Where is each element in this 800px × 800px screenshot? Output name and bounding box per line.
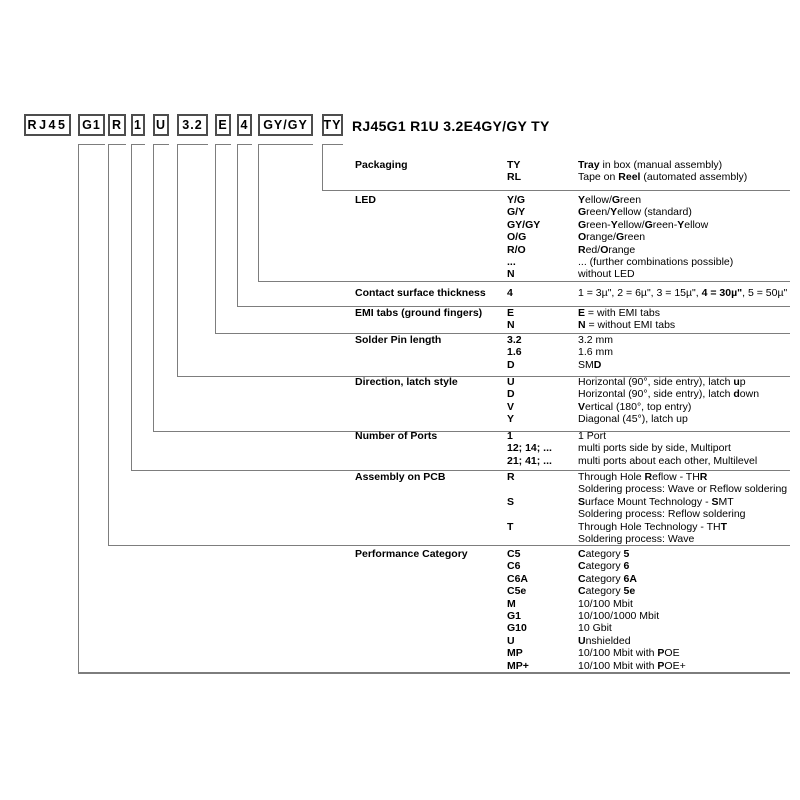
desc-segment: Soldering process: Wave (578, 533, 695, 545)
desc-segment: R (578, 243, 586, 256)
connector-line-performance-category (78, 144, 79, 672)
desc-segment: ellow (standard) (617, 206, 692, 219)
desc-segment: 6 (623, 560, 630, 573)
desc-segment: range (608, 243, 636, 256)
code-cell-assembly-on-pcb: T (507, 520, 514, 533)
desc-segment: N (578, 319, 586, 332)
desc-cell-performance-category (578, 622, 612, 634)
code-cell-direction-latch-style: V (507, 400, 515, 413)
desc-segment: 5e (623, 585, 636, 598)
desc-cell-performance-category (578, 560, 629, 572)
desc-segment: = without EMI tabs (585, 319, 676, 332)
separator-line-direction-latch-style (153, 431, 790, 432)
part-code-box-u: U (153, 114, 169, 136)
desc-segment: Through Hole (578, 471, 645, 483)
desc-segment: eflow - TH (652, 471, 700, 483)
connector-line-emi-tabs (215, 144, 216, 333)
desc-segment: Diagonal (45°), latch up (578, 413, 688, 426)
part-code-box-g1: G1 (78, 114, 105, 136)
desc-segment: Y (610, 206, 618, 219)
code-cell-led: GY/GY (507, 218, 541, 231)
part-code-box-ty: TY (322, 114, 343, 136)
desc-segment: O (578, 231, 587, 244)
code-cell-packaging: TY (507, 159, 521, 171)
separator-line-led (258, 281, 790, 282)
code-cell-led: G/Y (507, 206, 526, 219)
section-label-led: LED (355, 194, 376, 206)
code-cell-performance-category: MP (507, 647, 523, 660)
desc-cell-contact-surface-thickness (578, 287, 787, 299)
code-cell-solder-pin-length: 1.6 (507, 346, 522, 359)
desc-segment: Y (578, 194, 586, 206)
desc-segment: 10 Gbit (578, 622, 612, 635)
desc-cell-led (578, 231, 645, 243)
desc-segment: ... (further combinations possible) (578, 256, 734, 268)
desc-segment: G (644, 218, 653, 231)
code-cell-performance-category: U (507, 634, 515, 647)
desc-segment: 3.2 mm (578, 334, 614, 346)
desc-segment: S (711, 495, 719, 508)
section-label-contact-surface-thickness: Contact surface thickness (355, 287, 486, 299)
desc-cell-performance-category (578, 635, 631, 647)
desc-cell-performance-category (578, 647, 680, 659)
desc-segment: O (600, 243, 609, 256)
desc-segment: ellow (684, 218, 709, 231)
desc-cell-emi-tabs (578, 319, 675, 331)
desc-cell-number-of-ports (578, 430, 606, 442)
code-cell-performance-category: G1 (507, 610, 522, 622)
section-label-number-of-ports: Number of Ports (355, 430, 438, 442)
part-code-box-e: E (215, 114, 231, 136)
desc-cell-led (578, 256, 733, 268)
desc-segment: C (578, 560, 586, 573)
code-cell-number-of-ports: 21; 41; ... (507, 454, 552, 467)
desc-segment: d (733, 388, 740, 401)
desc-segment: (automated assembly) (640, 171, 748, 184)
desc-segment: Horizontal (90°, side entry), latch (578, 388, 734, 401)
desc-segment: Reel (618, 171, 641, 184)
code-cell-number-of-ports: 1 (507, 430, 513, 442)
separator-line-performance-category (78, 672, 790, 674)
desc-segment: G (611, 194, 621, 206)
desc-segment: Tray (578, 159, 600, 171)
desc-segment: Tape on (578, 171, 619, 184)
desc-cell-led (578, 268, 635, 280)
desc-segment: S (578, 495, 586, 508)
bracket-line-number-of-ports (131, 144, 145, 145)
code-cell-solder-pin-length: D (507, 358, 515, 371)
desc-segment: 10/100/1000 Mbit (578, 610, 660, 622)
desc-segment: ellow/ (617, 218, 645, 231)
desc-segment: 6A (623, 572, 637, 585)
desc-segment: reen (620, 194, 642, 206)
separator-line-packaging (322, 190, 790, 191)
desc-segment: reen- (586, 218, 611, 231)
desc-segment: E (578, 307, 586, 319)
desc-cell-led (578, 194, 641, 206)
desc-segment: D (593, 358, 602, 371)
desc-cell-performance-category (578, 585, 635, 597)
desc-segment: nshielded (585, 634, 631, 647)
full-part-number: RJ45G1 R1U 3.2E4GY/GY TY (352, 118, 550, 134)
desc-cell-solder-pin-length (578, 359, 601, 371)
code-cell-direction-latch-style: U (507, 376, 515, 388)
bracket-line-packaging (322, 144, 343, 145)
code-cell-led: Y/G (507, 194, 526, 206)
code-cell-direction-latch-style: D (507, 388, 515, 401)
desc-segment: ategory (585, 572, 624, 585)
code-cell-performance-category: MP+ (507, 659, 529, 672)
bracket-line-assembly-on-pcb (108, 144, 126, 145)
desc-segment: 4 = 30µ" (701, 287, 743, 299)
desc-segment: 1 = 3µ", 2 = 6µ", 3 = 15µ", (578, 287, 702, 299)
bracket-line-contact-surface-thickness (237, 144, 252, 145)
section-label-packaging: Packaging (355, 159, 408, 171)
connector-line-packaging (322, 144, 323, 190)
desc-segment: p (739, 376, 746, 388)
desc-cell-solder-pin-length (578, 334, 613, 346)
desc-segment: V (578, 400, 586, 413)
code-cell-performance-category: C6 (507, 560, 521, 573)
desc-segment: 10/100 Mbit (578, 597, 633, 610)
desc-segment: ellow/ (585, 194, 612, 206)
desc-segment: OE+ (664, 659, 686, 672)
desc-segment: Y (677, 218, 685, 231)
connector-line-solder-pin-length (177, 144, 178, 376)
desc-segment: G (578, 206, 587, 219)
desc-segment: T (720, 520, 728, 533)
section-label-direction-latch-style: Direction, latch style (355, 376, 458, 388)
bracket-line-emi-tabs (215, 144, 231, 145)
code-cell-solder-pin-length: 3.2 (507, 334, 522, 346)
desc-segment: 1.6 mm (578, 346, 614, 359)
code-cell-assembly-on-pcb: R (507, 471, 515, 483)
code-cell-direction-latch-style: Y (507, 413, 515, 426)
connector-line-contact-surface-thickness (237, 144, 238, 306)
code-cell-performance-category: C5 (507, 548, 521, 560)
desc-cell-assembly-on-pcb (578, 483, 787, 495)
section-label-assembly-on-pcb: Assembly on PCB (355, 471, 446, 483)
section-label-solder-pin-length: Solder Pin length (355, 334, 442, 346)
code-cell-number-of-ports: 12; 14; ... (507, 442, 552, 455)
bracket-line-led (258, 144, 313, 145)
bracket-line-direction-latch-style (153, 144, 169, 145)
desc-segment: 1 Port (578, 430, 607, 442)
desc-segment: C (578, 585, 586, 598)
desc-segment: P (657, 659, 665, 672)
part-code-box-r: R (108, 114, 126, 136)
desc-segment: U (578, 634, 586, 647)
code-cell-performance-category: C6A (507, 572, 529, 585)
desc-segment: MT (718, 495, 734, 508)
part-code-box-3-2: 3.2 (177, 114, 208, 136)
desc-segment: ategory (585, 548, 624, 560)
desc-cell-assembly-on-pcb (578, 471, 707, 483)
desc-cell-performance-category (578, 660, 686, 672)
part-code-box-rj45: RJ45 (24, 114, 71, 136)
bracket-line-performance-category (78, 144, 105, 145)
desc-segment: u (733, 376, 740, 388)
code-cell-performance-category: M (507, 597, 516, 610)
desc-segment: 10/100 Mbit with (578, 647, 658, 660)
desc-segment: own (739, 388, 760, 401)
part-code-box-4: 4 (237, 114, 252, 136)
desc-cell-direction-latch-style (578, 376, 746, 388)
desc-cell-number-of-ports (578, 442, 731, 454)
connector-line-direction-latch-style (153, 144, 154, 431)
bracket-line-solder-pin-length (177, 144, 208, 145)
desc-cell-performance-category (578, 610, 659, 622)
desc-cell-led (578, 206, 692, 218)
desc-cell-direction-latch-style (578, 388, 759, 400)
desc-segment: 10/100 Mbit with (578, 659, 658, 672)
desc-segment: G (615, 231, 625, 244)
desc-segment: without LED (578, 268, 635, 281)
desc-segment: C (578, 572, 586, 585)
desc-segment: range/ (586, 231, 616, 244)
desc-segment: in box (manual assembly) (599, 159, 723, 171)
desc-segment: reen (624, 231, 646, 244)
desc-cell-emi-tabs (578, 307, 660, 319)
desc-segment: Soldering process: Reflow soldering (578, 508, 746, 521)
desc-segment: = with EMI tabs (585, 307, 661, 319)
desc-segment: C (578, 548, 586, 560)
code-cell-led: N (507, 268, 515, 281)
desc-cell-packaging (578, 159, 722, 171)
desc-segment: Horizontal (90°, side entry), latch (578, 376, 734, 388)
code-cell-led: ... (507, 256, 516, 268)
code-cell-led: R/O (507, 243, 526, 256)
desc-segment: 5 (623, 548, 630, 560)
desc-segment: R (644, 471, 653, 483)
desc-cell-performance-category (578, 573, 637, 585)
connector-line-led (258, 144, 259, 281)
desc-segment: ategory (585, 560, 624, 573)
code-cell-emi-tabs: N (507, 319, 515, 332)
connector-line-number-of-ports (131, 144, 132, 470)
desc-cell-packaging (578, 171, 747, 183)
desc-segment: ertical (180°, top entry) (585, 400, 692, 413)
code-cell-performance-category: C5e (507, 585, 527, 598)
code-cell-led: O/G (507, 231, 527, 244)
desc-cell-assembly-on-pcb (578, 508, 746, 520)
section-label-performance-category: Performance Category (355, 548, 468, 560)
desc-cell-assembly-on-pcb (578, 533, 694, 545)
desc-cell-performance-category (578, 548, 629, 560)
desc-segment: R (699, 471, 708, 483)
desc-segment: reen- (652, 218, 678, 231)
desc-segment: ategory (585, 585, 624, 598)
desc-segment: SM (578, 358, 594, 371)
desc-segment: Y (610, 218, 618, 231)
desc-segment: ed/ (585, 243, 601, 256)
desc-segment: reen/ (586, 206, 611, 219)
connector-line-assembly-on-pcb (108, 144, 109, 545)
desc-segment: multi ports about each other, Multilevel (578, 454, 758, 467)
desc-cell-direction-latch-style (578, 413, 688, 425)
desc-segment: Soldering process: Wave or Reflow soldering (578, 483, 788, 496)
part-code-box-gy-gy: GY/GY (258, 114, 313, 136)
desc-segment: Through Hole Technology - TH (578, 520, 721, 533)
separator-line-assembly-on-pcb (108, 545, 790, 546)
desc-segment: multi ports side by side, Multiport (578, 442, 731, 455)
code-cell-packaging: RL (507, 171, 521, 184)
desc-cell-number-of-ports (578, 455, 757, 467)
desc-segment: urface Mount Technology - (585, 495, 712, 508)
section-label-emi-tabs: EMI tabs (ground fingers) (355, 307, 483, 319)
desc-cell-assembly-on-pcb (578, 521, 727, 533)
desc-cell-performance-category (578, 598, 633, 610)
desc-cell-solder-pin-length (578, 346, 613, 358)
code-cell-performance-category: G10 (507, 622, 527, 635)
code-cell-contact-surface-thickness: 4 (507, 287, 513, 299)
desc-segment: P (657, 647, 665, 660)
desc-segment: OE (664, 647, 680, 660)
code-cell-emi-tabs: E (507, 307, 515, 319)
desc-cell-direction-latch-style (578, 401, 691, 413)
desc-segment: G (578, 218, 587, 231)
part-code-box-1: 1 (131, 114, 145, 136)
desc-cell-led (578, 219, 708, 231)
desc-segment: , 5 = 50µ" (742, 287, 788, 299)
code-cell-assembly-on-pcb: S (507, 495, 515, 508)
desc-cell-led (578, 244, 635, 256)
separator-line-emi-tabs (215, 333, 790, 334)
desc-cell-assembly-on-pcb (578, 496, 734, 508)
